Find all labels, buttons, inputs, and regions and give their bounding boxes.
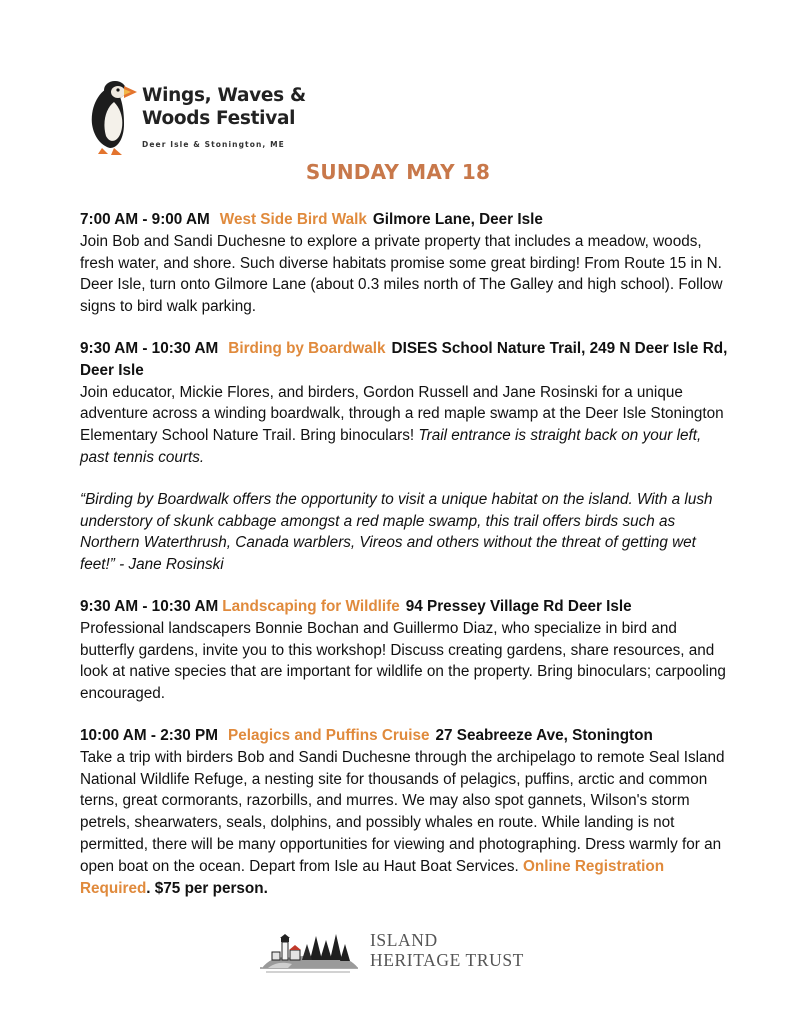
logo-subtitle: Deer Isle & Stonington, ME (142, 140, 285, 149)
puffin-icon (84, 76, 144, 158)
iht-wordmark (370, 930, 524, 970)
event-description-italic: Trail entrance is straight back on your left, past tennis courts. (80, 427, 702, 466)
event-time: 9:30 AM - 10:30 AM (80, 339, 219, 357)
event-location: 94 Pressey Village Rd Deer Isle (405, 597, 632, 615)
day-heading: SUNDAY MAY 18 (305, 160, 491, 184)
event-title: Pelagics and Puffins Cruise (228, 726, 430, 744)
event-item (80, 338, 730, 469)
event-title: Landscaping for Wildlife (222, 597, 400, 615)
festival-logo (84, 76, 324, 158)
online-registration-link[interactable]: Online Registration Required (80, 857, 665, 897)
lighthouse-island-icon (258, 928, 362, 976)
event-time: 10:00 AM - 2:30 PM (80, 726, 219, 744)
event-quote: “Birding by Boardwalk offers the opportunity to visit a unique habitat on the island. With a lush understory of skunk cabbage amongst a red maple swamp, this trail offers birds such as Northern Waterthrush, Canada warblers, Vireos and others without the threat of getting wet feet!” - Jane Rosinski (80, 490, 713, 574)
event-list (80, 209, 730, 919)
event-description: Professional landscapers Bonnie Bochan and Guillermo Diaz, who specialize in bird and butterfly gardens, invite you to this workshop! Discuss creating gardens, share resources, and look at native species that are important for wildlife on the property. Bring binoculars; carpooling encouraged. (80, 619, 726, 703)
logo-title (142, 84, 306, 130)
event-item (80, 596, 730, 705)
event-description (80, 747, 730, 900)
iht-line2: HERITAGE TRUST (370, 950, 524, 970)
event-description: Join Bob and Sandi Duchesne to explore a private property that includes a meadow, woods, fresh water, and shore. Such diverse habitats promise some great birding! From Route 15 in N. Deer Isle, turn onto Gilmore Lane (about 0.3 miles north of The Galley and high school). Follow signs to bird walk parking. (80, 232, 723, 316)
event-item (80, 209, 730, 318)
logo-title-line1: Wings, Waves & (142, 85, 306, 106)
iht-line1: ISLAND (370, 930, 438, 950)
event-description-text: Join educator, Mickie Flores, and birders, Gordon Russell and Jane Rosinski for a unique adventure across a winding boardwalk, through a red maple swamp at the Deer Isle Stonington Elementary School Nature Trail. Bring binoculars! (80, 383, 724, 445)
logo-title-line2: Woods Festival (142, 108, 296, 129)
event-time: 7:00 AM - 9:00 AM (80, 211, 210, 228)
event-price: . $75 per person. (146, 879, 268, 897)
event-location: 27 Seabreeze Ave, Stonington (435, 726, 653, 744)
event-description (80, 382, 730, 469)
event-item (80, 725, 730, 899)
event-location: DISES School Nature Trail, 249 N Deer Isle Rd, Deer Isle (80, 339, 728, 379)
island-heritage-trust-logo (258, 928, 548, 976)
event-description-text: Take a trip with birders Bob and Sandi Duchesne through the archipelago to remote Seal Island National Wildlife Refuge, a nesting site for thousands of pelagics, puffins, arctic and common terns, great cormorants, razorbills, and murres. We may also spot gannets, Wilson's storm petrels, shearwaters, seals, dolphins, and possibly whales en route. While landing is not permitted, there will be many opportunities for viewing and photographing. Dress warmly for an open boat on the ocean. Depart from Isle au Haut Boat Services. (80, 748, 725, 875)
event-title: West Side Bird Walk (219, 211, 367, 228)
event-title: Birding by Boardwalk (228, 339, 386, 357)
event-time: 9:30 AM - 10:30 AM (80, 597, 219, 615)
event-location: Gilmore Lane, Deer Isle (372, 211, 543, 228)
